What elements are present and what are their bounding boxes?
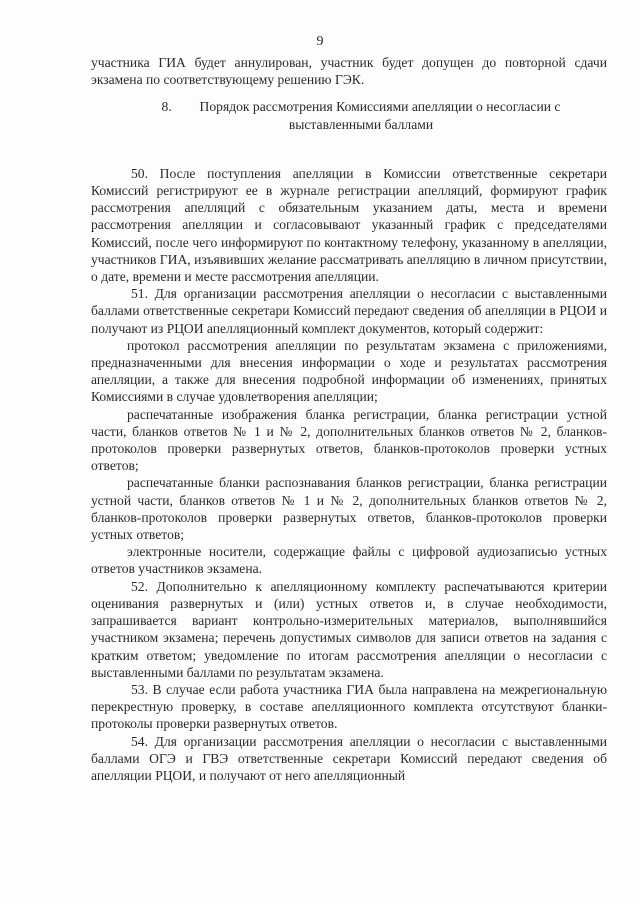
section-heading — [91, 98, 607, 132]
paragraph-52: 52. Дополнительно к апелляционному комплекту распечатываются критерии оценивания развернутых и (или) устных ответов и, в случае необходимости, запрашивается вариант контрольно-измерительных материалов, выполнявшийся участником экзамена; перечень допустимых символов для записи ответов на задания с кратким ответом; уведомление по итогам рассмотрения апелляции о несогласии с выставленными баллами по результатам экзамена. — [91, 578, 607, 680]
continuation-paragraph: участника ГИА будет аннулирован, участник будет допущен до повторной сдачи экзамена по соответствующему решению ГЭК. — [91, 55, 607, 88]
document-body — [91, 54, 607, 784]
list-item-images: распечатанные изображения бланка регистрации, бланка регистрации устной части, бланков ответов № 1 и № 2, дополнительных бланков ответов № 2, бланков-протоколов проверки развернутых ответов, бланков-протоколов проверки устных ответов; — [91, 406, 607, 474]
paragraph-51: 51. Для организации рассмотрения апелляции о несогласии с выставленными баллами ответственные секретари Комиссий передают сведения об апелляции в РЦОИ и получают из РЦОИ апелляционный комплект документов, который содержит: — [91, 286, 607, 336]
paragraph-54: 54. Для организации рассмотрения апелляции о несогласии с выставленными баллами ОГЭ и ГВЭ ответственные секретари Комиссий передают сведения об апелляции РЦОИ, и получают от него апелляционный — [91, 733, 607, 783]
section-number: 8. — [161, 99, 172, 115]
paragraph-50: 50. После поступления апелляции в Комиссии ответственные секретари Комиссий регистрируют ее в журнале регистрации апелляций, формируют график рассмотрения апелляций с обязательным указанием даты, места и времени рассмотрения апелляции и согласовывают указанный график с председателями Комиссий, после чего информируют по контактному телефону, указанному в апелляции, участников ГИА, изъявивших желание рассматривать апелляцию в личном присутствии, о дате, времени и месте рассмотрения апелляции. — [91, 165, 607, 285]
list-item-protocol: протокол рассмотрения апелляции по результатам экзамена с приложениями, предназначенными для внесения информации о ходе и результатах рассмотрения апелляции, а также для внесения подробной информации об изменениях, принятых Комиссиями в случае удовлетворения апелляции; — [91, 337, 607, 405]
list-item-recognition-forms: распечатанные бланки распознавания бланков регистрации, бланка регистрации устной части, бланков ответов № 1 и № 2, дополнительных бланков ответов № 2, бланков-протоколов проверки развернутых ответов, бланков-протоколов проверки устных ответов; — [91, 475, 607, 543]
paragraph-53: 53. В случае если работа участника ГИА была направлена на межрегиональную перекрестную проверку, в составе апелляционного комплекта отсутствуют бланки-протоколы проверки развернутых ответов. — [91, 681, 607, 732]
page-number: 9 — [316, 34, 324, 49]
list-item-electronic-media: электронные носители, содержащие файлы с цифровой аудиозаписью устных ответов участников экзамена. — [91, 544, 607, 577]
section-title: Порядок рассмотрения Комиссиями апелляции о несогласии с выставленными баллами — [199, 99, 561, 132]
